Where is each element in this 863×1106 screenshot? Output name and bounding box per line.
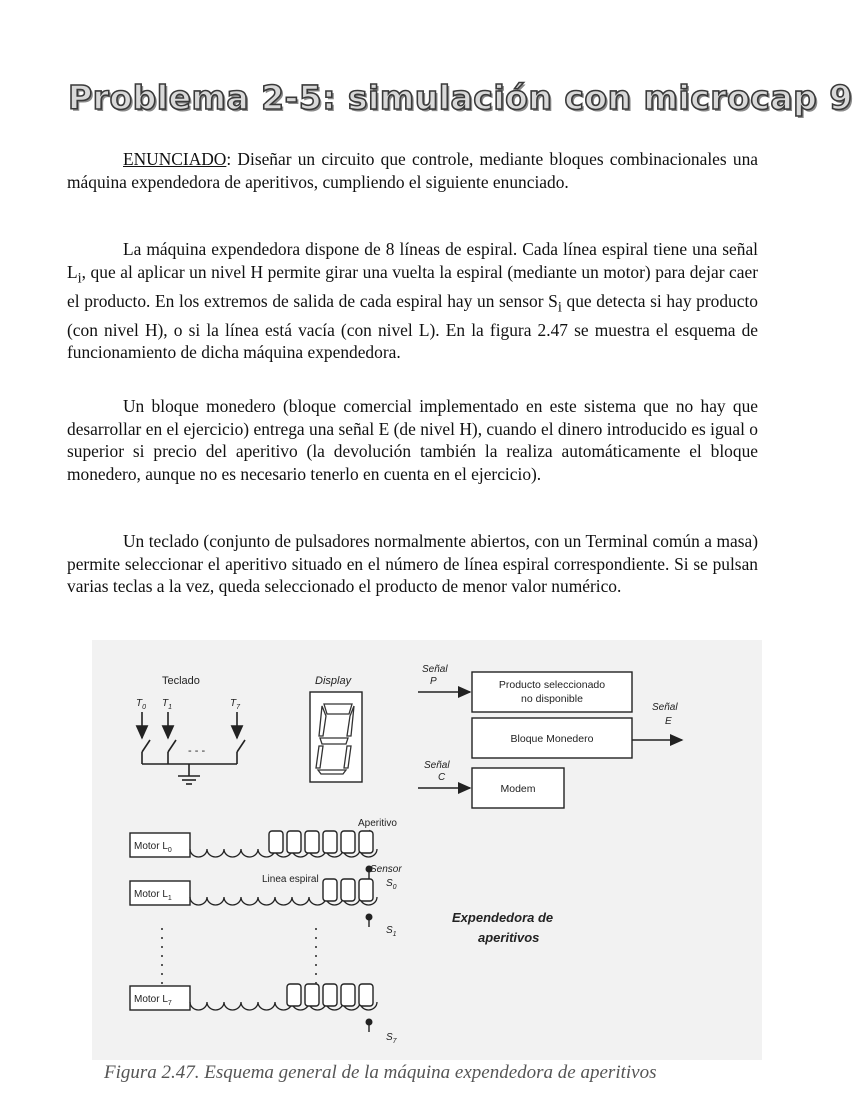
sensor-label: Sensor <box>370 864 402 875</box>
expendedora-label-1: Expendedora de <box>452 910 554 925</box>
product-item <box>269 831 283 853</box>
s7-label: $S_7$ <box>386 1032 397 1045</box>
senal-e-label-2: E <box>665 716 672 727</box>
linea-espiral-label: Linea espiral <box>262 874 319 885</box>
producto-label-1: Producto seleccionado <box>498 679 606 691</box>
product-item <box>341 831 355 853</box>
s1-label: $S_1$ <box>386 925 397 938</box>
vending-machine-diagram <box>92 640 762 1060</box>
display-label: Display <box>315 675 352 687</box>
product-item <box>287 831 301 853</box>
product-item <box>287 984 301 1006</box>
product-item <box>359 984 373 1006</box>
senal-c-label-2: C <box>438 772 446 783</box>
product-item <box>359 831 373 853</box>
page-title: Problema 2-5: simulación con microcap 9 <box>68 78 853 117</box>
motor-label: Motor $L_1$ <box>134 889 172 902</box>
paragraph-lineas-espiral: La máquina expendedora dispone de 8 líneas de espiral. Cada línea espiral tiene una señal $L_i$, que al aplicar un nivel H permite girar una vuelta la espiral (mediante un motor) para dejar caer el producto. En los extremos de salida de cada espiral hay un sensor $S_i$ que detecta si hay producto (con nivel H), o si la línea está vacía (con nivel L). En la figura 2.47 se muestra el esquema de funcionamiento de dicha máquina expendedora. <box>67 239 758 363</box>
figure-caption: Figura 2.47. Esquema general de la máquina expendedora de aperitivos <box>104 1062 657 1083</box>
producto-label-2: no disponible <box>521 693 583 705</box>
monedero-label: Bloque Monedero <box>510 733 594 745</box>
paragraph-teclado: Un teclado (conjunto de pulsadores normalmente abiertos, con un Terminal común a masa) permite seleccionar el aperitivo situado en el número de línea espiral correspondiente. Si se pulsan varias teclas a la vez, queda seleccionado el producto de menor valor numérico. <box>67 531 758 597</box>
t7-label: $T_7$ <box>230 698 241 711</box>
expendedora-label-2: aperitivos <box>478 930 540 945</box>
product-item <box>341 879 355 901</box>
product-item <box>305 831 319 853</box>
product-item <box>359 879 373 901</box>
enunciado-text: : Diseñar un circuito que controle, mediante bloques combinacionales una máquina expendedora de aperitivos, cumpliendo el siguiente enunciado. <box>67 149 758 192</box>
motor-label: Motor $L_0$ <box>134 841 172 854</box>
s0-label: $S_0$ <box>386 878 397 891</box>
motor-label: Motor $L_7$ <box>134 994 172 1007</box>
t0-label: $T_0$ <box>136 698 147 711</box>
paragraph-enunciado <box>67 148 758 193</box>
enunciado-label: ENUNCIADO <box>123 149 227 169</box>
aperitivo-label: Aperitivo <box>358 818 397 829</box>
senal-p-label-1: Señal <box>422 664 448 675</box>
senal-c-label-1: Señal <box>424 760 450 771</box>
senal-p-label-2: P <box>430 676 437 687</box>
teclado-label: Teclado <box>162 675 200 687</box>
modem-label: Modem <box>500 783 536 795</box>
product-item <box>323 984 337 1006</box>
paragraph-monedero: Un bloque monedero (bloque comercial implementado en este sistema que no hay que desarrollar en el ejercicio) entrega una señal E (de nivel H), cuando el dinero introducido es igual o superior si precio del aperitivo (la devolución también la realiza automáticamente el bloque monedero, aunque no es necesario tenerlo en cuenta en el ejercicio). <box>67 396 758 484</box>
keyboard-dots: - - - <box>188 745 206 757</box>
sensor-icon <box>366 914 373 921</box>
sensor-icon <box>366 1019 373 1026</box>
product-item <box>305 984 319 1006</box>
product-item <box>323 879 337 901</box>
senal-e-label-1: Señal <box>652 702 678 713</box>
producto-no-disponible-box <box>472 672 632 712</box>
product-item <box>323 831 337 853</box>
product-item <box>341 984 355 1006</box>
t1-label: $T_1$ <box>162 698 173 711</box>
